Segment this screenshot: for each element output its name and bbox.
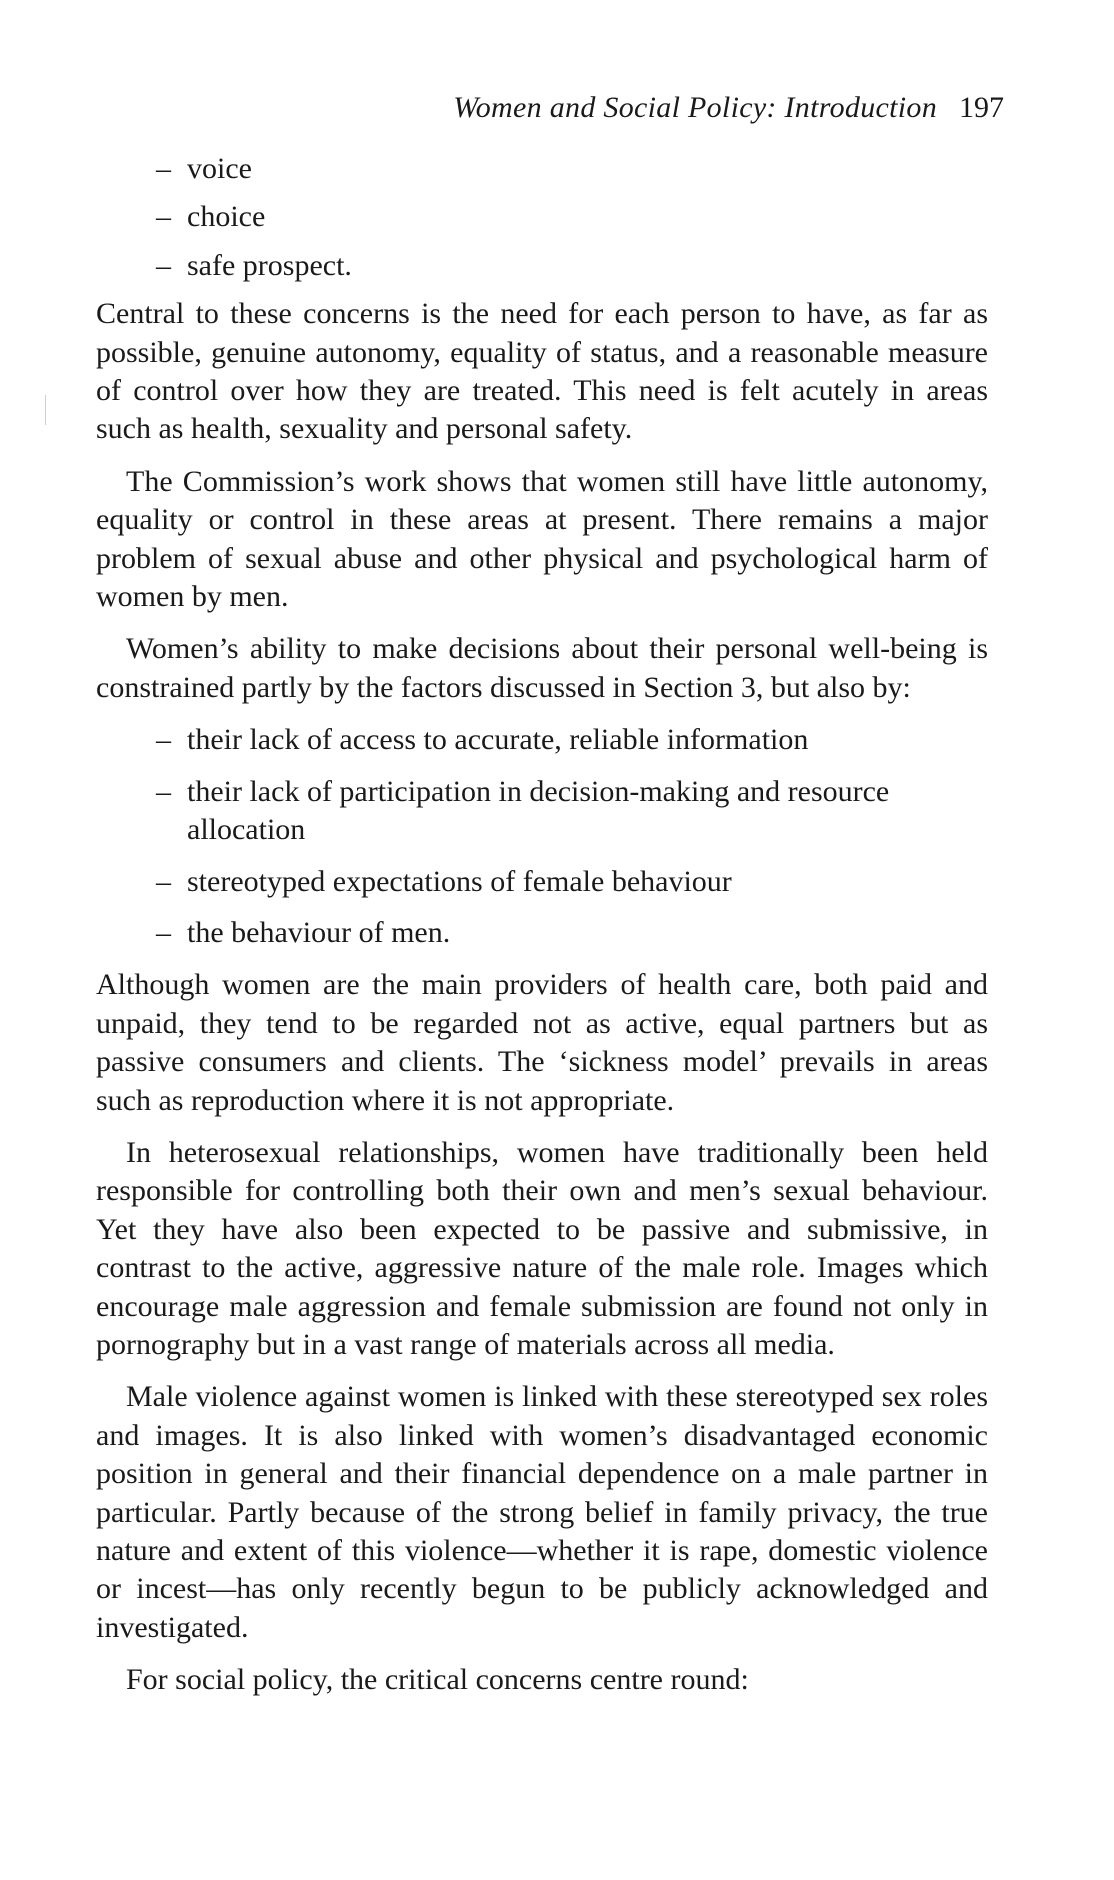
list-item-text: safe prospect. <box>187 248 352 282</box>
list-item-text: voice <box>187 152 252 185</box>
list-item <box>156 914 988 952</box>
paragraph-commission-work: The Commission’s work shows that women still have little autonomy, equality or control in these areas at present. There remains a major problem of sexual abuse and other physical and psychological harm of women by men. <box>96 464 988 614</box>
running-head-title: Women and Social Policy: Introduction <box>453 91 937 124</box>
list-item <box>156 721 988 759</box>
list-item-text: their lack of participation in decision-making and resource allocation <box>187 774 890 847</box>
page-number: 197 <box>959 91 1004 124</box>
concerns-list <box>156 150 988 285</box>
list-dash: – <box>156 248 171 282</box>
list-item <box>156 863 988 901</box>
paragraph-decisions: Women’s ability to make decisions about their personal well-being is constrained partly by the factors discussed in Section 3, but also by: <box>96 632 988 704</box>
paragraph-health-care: Although women are the main providers of health care, both paid and unpaid, they tend to be regarded not as active, equal partners but as passive consumers and clients. The ‘sickness model’ prevails in areas such as reproduction where it is not appropriate. <box>96 968 988 1117</box>
list-dash: – <box>156 774 171 808</box>
list-item-text: their lack of access to accurate, reliable information <box>187 723 809 757</box>
list-item-text: choice <box>187 200 266 234</box>
list-dash: – <box>156 200 171 234</box>
paragraph-relationships: In heterosexual relationships, women have traditionally been held responsible for controlling both their own and men’s sexual behaviour. Yet they have also been expected to be passive and submissive, in contrast to the active, aggressive nature of the male role. Images which encourage male aggression and female submission are found not only in pornography but in a vast range of materials across all media. <box>96 1135 988 1361</box>
margin-mark <box>45 395 46 425</box>
list-item <box>156 773 988 850</box>
paragraph-social-policy: For social policy, the critical concerns centre round: <box>126 1663 749 1697</box>
list-item <box>156 198 988 236</box>
paragraph-male-violence: Male violence against women is linked with these stereotyped sex roles and images. It is also linked with women’s disadvantaged economic position in general and their financial dependence on a male partner in particular. Partly because of the strong belief in family privacy, the true nature and extent of this violence—whether it is rape, domestic violence or incest—has only recently begun to be publicly acknowledged and investigated. <box>96 1380 988 1644</box>
list-item-text: the behaviour of men. <box>187 915 451 949</box>
list-dash: – <box>156 152 171 185</box>
paragraph-autonomy: Central to these concerns is the need for each person to have, as far as possible, genuine autonomy, equality of status, and a reasonable measure of control over how they are treated. This need is felt acutely in areas such as health, sexuality and personal safety. <box>96 297 988 446</box>
list-dash: – <box>156 864 171 898</box>
body-text <box>96 150 988 1714</box>
list-item <box>156 150 988 188</box>
list-item <box>156 247 988 285</box>
running-head <box>453 90 1004 126</box>
list-item-text: stereotyped expectations of female behaviour <box>187 864 732 898</box>
list-dash: – <box>156 915 171 949</box>
constraints-list <box>156 721 988 952</box>
list-dash: – <box>156 723 171 757</box>
